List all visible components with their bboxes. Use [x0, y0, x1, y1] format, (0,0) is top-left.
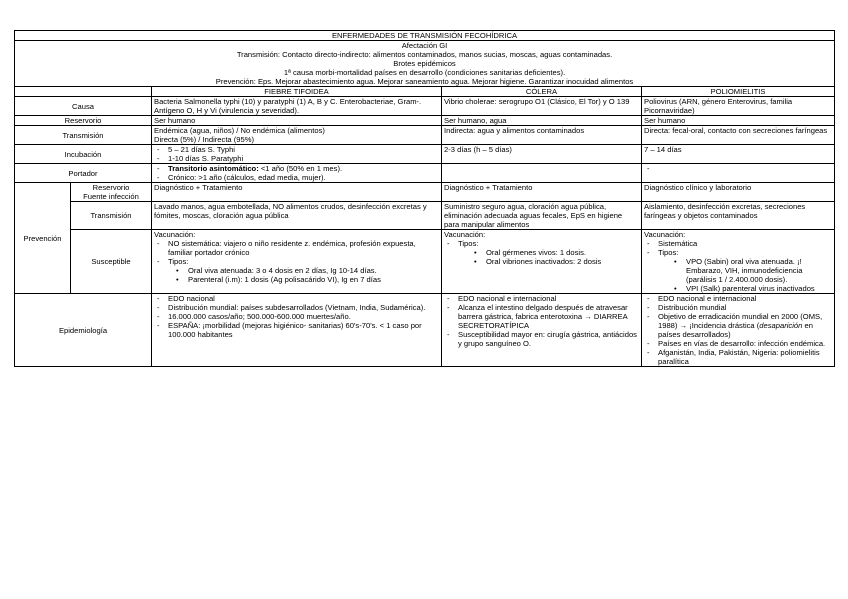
label-reservorio: Reservorio [15, 116, 152, 126]
prev-transmision-polio: Aislamiento, desinfección excretas, secreciones faríngeas y objetos contaminados [642, 202, 835, 230]
prev-reservorio-polio: Diagnóstico clínico y laboratorio [642, 183, 835, 202]
portador-tifoidea [152, 164, 442, 183]
epidemiologia-colera [442, 294, 642, 367]
row-reservorio [15, 116, 835, 126]
row-transmision [15, 126, 835, 145]
causa-colera: Vibrio cholerae: serogrupo O1 (Clásico, El Tor) y O 139 [442, 97, 642, 116]
reservorio-polio: Ser humano [642, 116, 835, 126]
transmision-tifoidea-line-2: Directa (5%) / Indirecta (95%) [154, 135, 255, 144]
row-portador [15, 164, 835, 183]
row-prevencion-reservorio [15, 183, 835, 202]
header-fiebre-tifoidea: FIEBRE TIFOIDEA [152, 87, 442, 97]
intro-outbreaks: Brotes epidémicos [393, 59, 456, 68]
incubacion-polio: 7 – 14 días [642, 145, 835, 164]
causa-polio: Poliovirus (ARN, género Enterovirus, familia Picornaviridae) [642, 97, 835, 116]
incubacion-tifoidea [152, 145, 442, 164]
erradicacion-end: en países desarrollados) [658, 321, 813, 339]
intro-first-cause: 1ª causa morbi-mortalidad países en desarrollo (condiciones sanitarias deficientes). [283, 68, 566, 77]
label-reservorio-fuente [71, 183, 152, 202]
epidemiologia-polio [642, 294, 835, 367]
portador-polio [642, 164, 835, 183]
epidemiologia-item: - Distribución mundial: países subdesarrollados (Vietnam, India, Sudamérica). [154, 303, 439, 312]
row-epidemiologia [15, 294, 835, 367]
epidemiologia-item [644, 312, 832, 339]
susceptible-polio [642, 230, 835, 294]
epidemiologia-item: - ESPAÑA: ¡morbilidad (mejoras higiénico- sanitarias) 60's-70's. < 1 caso por 100.000 habitantes [154, 321, 439, 339]
document-sheet [14, 30, 834, 367]
table-title: ENFERMEDADES DE TRANSMISIÓN FECOHÍDRICA [15, 31, 835, 41]
empty-header-cell [15, 87, 152, 97]
row-incubacion [15, 145, 835, 164]
row-prevencion-transmision [15, 202, 835, 230]
transmision-tifoidea [152, 126, 442, 145]
prev-reservorio-tifoidea: Diagnóstico + Tratamiento [152, 183, 442, 202]
vacunacion-item: - NO sistemática: viajero o niño residente z. endémica, profesión expuesta, familiar portador crónico [154, 239, 439, 257]
header-colera: CÓLERA [442, 87, 642, 97]
intro-transmission: Transmisión: Contacto directo-indirecto: alimentos contaminados, manos sucias, moscas, aguas contaminadas. [236, 50, 613, 59]
epidemiologia-item: - Distribución mundial [644, 303, 832, 312]
incubacion-tifoidea-item: - 5 – 21 días S. Typhi [154, 145, 439, 154]
vacunacion-heading: Vacunación: [444, 230, 486, 239]
epidemiologia-item: - Susceptibilidad mayor en: cirugía gástrica, antiácidos y grupo sanguíneo O. [444, 330, 639, 348]
causa-tifoidea: Bacteria Salmonella typhi (10) y paratyphi (1) A, B y C. Enterobacteriae, Gram-. Antígeno O, H y Vi (virulencia y severidad). [152, 97, 442, 116]
label-susceptible: Susceptible [71, 230, 152, 294]
vacunacion-heading: Vacunación: [154, 230, 196, 239]
epidemiologia-item: - Afganistán, India, Pakistán, Nigeria: poliomielitis paralítica [644, 348, 832, 366]
epidemiologia-item: - EDO nacional e internacional [644, 294, 832, 303]
row-causa [15, 97, 835, 116]
susceptible-tifoidea [152, 230, 442, 294]
transmision-tifoidea-line-1: Endémica (agua, niños) / No endémica (alimentos) [154, 126, 325, 135]
vacunacion-item: - Sistemática [644, 239, 832, 248]
portador-tifoidea-item [154, 164, 439, 173]
label-portador: Portador [15, 164, 152, 183]
erradicacion-text: Objetivo de erradicación mundial en 2000 (OMS, 1988) → ¡Incidencia drástica ( [658, 312, 823, 330]
reservorio-colera: Ser humano, agua [442, 116, 642, 126]
epidemiologia-item: - Alcanza el intestino delgado después de atravesar barrera gástrica, fabrica enterotoxina → DIARREA SECRETORATÍPICA [444, 303, 639, 330]
incubacion-tifoidea-item: - 1-10 días S. Paratyphi [154, 154, 439, 163]
portador-transitorio-label: Transitorio asintomático: [168, 164, 259, 173]
label-epidemiologia: Epidemiología [15, 294, 152, 367]
intro-block [15, 41, 835, 87]
epidemiologia-item: - EDO nacional [154, 294, 439, 303]
vacunacion-item: - Tipos: [154, 257, 439, 266]
vacunacion-item: - Tipos: [644, 248, 832, 257]
vacuna-tipo-item: • Oral gérmenes vivos: 1 dosis. [474, 248, 639, 257]
title-row [15, 31, 835, 41]
epidemiologia-item: - EDO nacional e internacional [444, 294, 639, 303]
intro-affectation: Afectación GI [401, 41, 448, 50]
vacunacion-heading: Vacunación: [644, 230, 686, 239]
label-causa: Causa [15, 97, 152, 116]
label-reservorio-sub: Reservorio [92, 183, 130, 192]
label-transmision: Transmisión [15, 126, 152, 145]
vacuna-tipo-item: • Parenteral (i.m): 1 dosis (Ag polisacárido VI), Ig en 7 días [176, 275, 439, 284]
portador-polio-dash: - [647, 164, 650, 173]
portador-transitorio-text: <1 año (50% en 1 mes). [258, 164, 343, 173]
epidemiologia-tifoidea [152, 294, 442, 367]
epidemiologia-item: - 16.000.000 casos/año; 500.000-600.000 muertes/año. [154, 312, 439, 321]
transmision-colera: Indirecta: agua y alimentos contaminados [442, 126, 642, 145]
transmision-polio: Directa: fecal-oral, contacto con secreciones faríngeas [642, 126, 835, 145]
vacuna-tipo-item: • VPI (Salk) parenteral virus inactivados [674, 284, 832, 293]
incubacion-colera: 2-3 días (h – 5 días) [442, 145, 642, 164]
epidemiologia-item: - Países en vías de desarrollo: infección endémica. [644, 339, 832, 348]
vacuna-tipo-item: • VPO (Sabin) oral viva atenuada. ¡! Embarazo, VIH, inmunodeficiencia (parálisis 1 / 2.400.000 dosis). [674, 257, 832, 284]
portador-colera [442, 164, 642, 183]
susceptible-colera [442, 230, 642, 294]
label-incubacion: Incubación [15, 145, 152, 164]
reservorio-tifoidea: Ser humano [152, 116, 442, 126]
intro-row [15, 41, 835, 87]
prev-reservorio-colera: Diagnóstico + Tratamiento [442, 183, 642, 202]
column-header-row [15, 87, 835, 97]
label-prev-transmision: Transmisión [71, 202, 152, 230]
portador-tifoidea-item: - Crónico: >1 año (cálculos, edad media, mujer). [154, 173, 439, 182]
vacuna-tipo-item: • Oral vibriones inactivados: 2 dosis [474, 257, 639, 266]
intro-prevention: Prevención: Eps. Mejorar abastecimiento agua. Mejorar saneamiento agua. Mejorar higiene. Garantizar inocuidad alimentos [215, 77, 634, 86]
erradicacion-italic: desaparición [759, 321, 803, 330]
header-poliomielitis: POLIOMIELITIS [642, 87, 835, 97]
label-fuente-infeccion: Fuente infección [83, 192, 139, 201]
vacunacion-item: - Tipos: [444, 239, 639, 248]
prev-transmision-tifoidea: Lavado manos, agua embotellada, NO alimentos crudos, desinfección excretas y fómites, moscas, cloración agua pública [152, 202, 442, 230]
row-prevencion-susceptible [15, 230, 835, 294]
vacuna-tipo-item: • Oral viva atenuada: 3 o 4 dosis en 2 días, Ig 10-14 días. [176, 266, 439, 275]
label-prevencion: Prevención [15, 183, 71, 294]
prev-transmision-colera: Suministro seguro agua, cloración agua pública, eliminación adecuada aguas fecales, EpS en higiene para manipular alimentos [442, 202, 642, 230]
diseases-table [14, 30, 835, 367]
